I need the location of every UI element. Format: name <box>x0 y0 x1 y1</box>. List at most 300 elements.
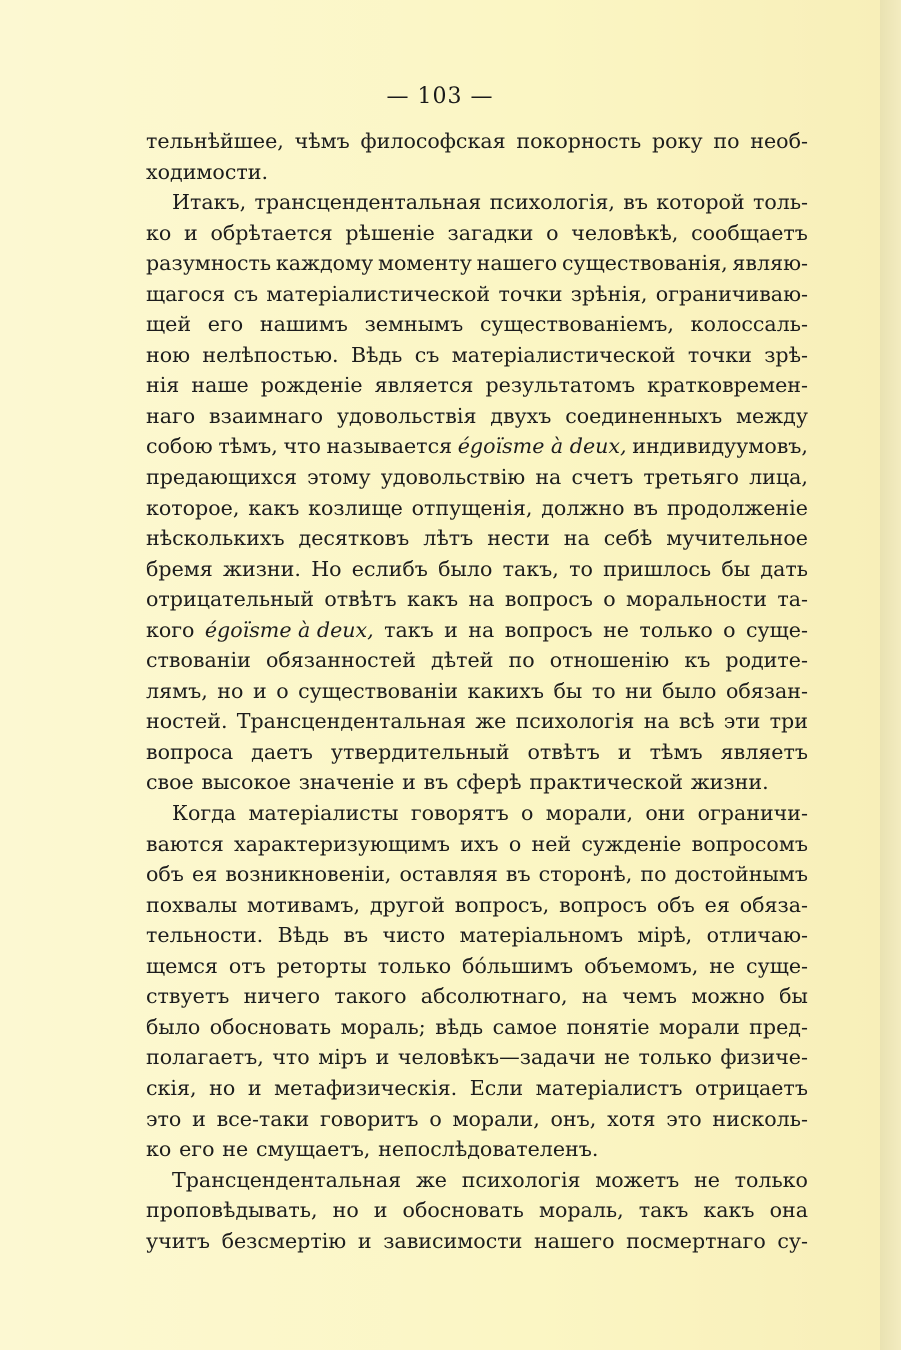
word: лица, <box>749 465 808 490</box>
word: и <box>252 678 267 703</box>
word: но <box>209 1075 236 1100</box>
word: и <box>357 1228 372 1253</box>
word: ней <box>531 831 572 856</box>
word: не <box>604 1045 630 1070</box>
word: эти <box>723 709 761 734</box>
word: каждому <box>275 251 374 276</box>
word: о <box>723 617 736 642</box>
word: ваются <box>146 831 224 856</box>
word: по <box>508 648 535 673</box>
word: результатомъ <box>485 373 636 398</box>
word: объ <box>656 892 695 917</box>
word: то <box>591 678 616 703</box>
word: скія, <box>146 1075 197 1100</box>
word: о <box>276 678 289 703</box>
word: реторты <box>276 953 367 978</box>
word: матеріальномъ <box>459 923 624 948</box>
word: кратковремен- <box>647 373 808 398</box>
text-line <box>146 1226 808 1257</box>
word: Когда <box>172 801 237 826</box>
word: и <box>184 220 198 245</box>
word: Но <box>311 556 342 581</box>
word: покорность <box>516 129 642 153</box>
text-line <box>146 1073 808 1104</box>
word: пришлось <box>603 556 712 581</box>
word: Трансцендентальная <box>172 1167 402 1192</box>
word: дать <box>760 556 808 581</box>
word: и <box>373 1198 388 1223</box>
word: въ <box>343 923 369 948</box>
text-line <box>146 981 808 1012</box>
word: лѣтъ <box>423 526 474 551</box>
page-edge <box>880 0 901 1350</box>
word: сужденіе <box>581 831 682 856</box>
word: себѣ <box>603 526 653 551</box>
word: психологія <box>515 709 635 734</box>
text-line <box>146 737 808 768</box>
word: кого <box>146 617 195 642</box>
word: ничего <box>243 984 321 1009</box>
word: такого <box>334 984 407 1009</box>
word: ствуетъ <box>146 984 230 1009</box>
word: мораль; <box>340 1014 426 1039</box>
word: существованіи <box>298 678 458 703</box>
word: вопросъ <box>504 617 593 642</box>
word: точки <box>498 281 563 306</box>
text-line <box>146 248 808 279</box>
word: нашимъ <box>259 312 348 337</box>
word: отвѣтъ <box>324 587 397 612</box>
word: толь- <box>752 190 808 215</box>
word: не <box>222 1137 249 1162</box>
word: отличаю- <box>706 923 808 948</box>
word: нашего <box>476 251 558 276</box>
word: по <box>640 862 667 887</box>
word: объ <box>146 862 184 887</box>
word: вопросъ, <box>454 892 550 917</box>
word: тѣмъ, <box>218 434 278 459</box>
word: только <box>639 617 713 642</box>
text-line <box>146 370 808 401</box>
word: обосновать <box>209 1014 332 1039</box>
word: на <box>535 465 562 490</box>
word: такъ <box>384 617 434 642</box>
page-number: — 103 — <box>386 84 494 109</box>
word: зрѣ- <box>764 342 808 367</box>
word: су- <box>777 1228 808 1253</box>
word: какъ <box>248 495 300 520</box>
word: на <box>581 984 608 1009</box>
word: щей <box>146 312 192 337</box>
word: существованія, <box>561 251 728 276</box>
word: двухъ <box>490 403 552 428</box>
word: утвердительный <box>330 739 510 764</box>
text-line <box>146 431 808 462</box>
word: сообщаетъ <box>691 220 808 245</box>
word: только <box>734 1167 808 1192</box>
word: они <box>645 801 686 826</box>
word: отвѣтъ <box>527 739 600 764</box>
word: морали, <box>452 1106 540 1131</box>
word: обяза- <box>739 892 808 917</box>
word: трансцендентальная <box>254 190 482 215</box>
word: оставляя <box>399 862 498 887</box>
word: матеріалистической <box>266 281 491 306</box>
word: о <box>546 220 559 245</box>
word: самое <box>492 1014 558 1039</box>
word: зависимости <box>383 1228 523 1253</box>
word: Итакъ, <box>172 190 247 215</box>
word: щемся <box>146 953 218 978</box>
word: ходимости. <box>146 159 269 184</box>
word: предающихся <box>146 465 297 490</box>
word: къ <box>684 648 711 673</box>
word: чемъ <box>622 984 678 1009</box>
text-line <box>146 340 808 371</box>
word: абсолютнаго, <box>420 984 568 1009</box>
word: необ- <box>750 129 808 153</box>
word: точки <box>687 342 752 367</box>
text-line <box>146 1165 808 1196</box>
word: его <box>179 1137 215 1162</box>
word: въ <box>423 770 449 795</box>
word: ни <box>625 678 653 703</box>
word: является <box>374 373 474 398</box>
word: морали, <box>545 801 634 826</box>
word: но <box>332 1198 359 1223</box>
word: онъ, <box>550 1106 597 1131</box>
word: продолженіе <box>666 495 808 520</box>
word: щагося <box>146 281 226 306</box>
word: бы <box>779 984 808 1009</box>
word: чисто <box>382 923 446 948</box>
text-line <box>146 1134 808 1165</box>
word: бремя <box>146 556 213 581</box>
word: человѣкѣ, <box>571 220 679 245</box>
word: достойнымъ <box>674 862 808 887</box>
text-line <box>146 1012 808 1043</box>
word: только <box>638 1045 712 1070</box>
word: другой <box>369 892 445 917</box>
word: было <box>146 1014 201 1039</box>
word: морали <box>659 1014 740 1039</box>
word: еслибъ <box>351 556 428 581</box>
word: обосновать <box>402 1198 524 1223</box>
text-line <box>146 493 808 524</box>
text-line <box>146 462 808 493</box>
text-line <box>146 401 808 432</box>
word: характеризующимъ <box>233 831 450 856</box>
word: нелѣпостью. <box>202 342 339 367</box>
word: обрѣтается <box>210 220 333 245</box>
word: понятіе <box>566 1014 650 1039</box>
word: на <box>563 526 590 551</box>
word: по <box>713 129 740 153</box>
word: это <box>666 1106 702 1131</box>
word: это <box>146 1106 182 1131</box>
word: зрѣнія, <box>570 281 648 306</box>
word: которой <box>656 190 745 215</box>
word: возникновеніи, <box>225 862 392 887</box>
word: и <box>402 770 416 795</box>
word: полагаетъ, <box>146 1045 264 1070</box>
word: хотя <box>607 1106 656 1131</box>
word: матеріалистъ <box>535 1075 683 1100</box>
word: о <box>521 801 534 826</box>
text-line <box>146 523 808 554</box>
word: не <box>693 1167 720 1192</box>
word: безсмертію <box>221 1228 347 1253</box>
word: все-таки <box>216 1106 310 1131</box>
word: такъ, <box>502 556 559 581</box>
word: на <box>468 617 495 642</box>
word: счетъ <box>571 465 634 490</box>
word: говоритъ <box>319 1106 419 1131</box>
word: сторонѣ, <box>538 862 633 887</box>
word: ограничи- <box>697 801 808 826</box>
word: о <box>429 1106 442 1131</box>
word: было <box>438 556 493 581</box>
word: вопросъ <box>559 892 647 917</box>
word: удовольствія <box>336 403 477 428</box>
word: мірѣ, <box>637 923 693 948</box>
word: вопроса <box>146 739 234 764</box>
word: лямъ, <box>146 678 208 703</box>
word: нисколь- <box>712 1106 808 1131</box>
text-line <box>146 279 808 310</box>
word: то <box>569 556 593 581</box>
word: психологія, <box>489 190 615 215</box>
word: на <box>643 709 670 734</box>
word: отпущенія, <box>411 495 533 520</box>
text-line <box>146 890 808 921</box>
word: ностей. <box>146 709 228 734</box>
word: нести <box>487 526 550 551</box>
word: вопросъ <box>504 587 593 612</box>
word: въ <box>623 190 648 215</box>
text-line <box>146 951 808 982</box>
word: Вѣдь <box>277 923 330 948</box>
text-line <box>146 676 808 707</box>
text-line <box>146 645 808 676</box>
body-text <box>146 126 808 1256</box>
word: физиче- <box>720 1045 808 1070</box>
word: десятковъ <box>298 526 410 551</box>
word: ихъ <box>460 831 499 856</box>
text-line <box>146 554 808 585</box>
word: должно <box>541 495 625 520</box>
word: сферѣ <box>456 770 522 795</box>
word: метафизическія. <box>274 1075 458 1100</box>
word: обязан- <box>725 678 808 703</box>
word: суще- <box>745 617 808 642</box>
word: тѣмъ <box>649 739 703 764</box>
word: Вѣдь <box>350 342 403 367</box>
text-line <box>146 767 808 798</box>
word: высокое <box>201 770 291 795</box>
text-line <box>146 126 808 157</box>
word: практической <box>529 770 683 795</box>
word: загадки <box>447 220 534 245</box>
word: ограничиваю- <box>655 281 808 306</box>
word: похвалы <box>146 892 238 917</box>
word: смущаетъ, <box>256 1137 371 1162</box>
word: нашего <box>533 1228 615 1253</box>
word: ко <box>146 220 172 245</box>
word: бо́льшимъ <box>462 953 574 978</box>
word: съ <box>233 281 259 306</box>
word: та- <box>777 587 808 612</box>
word: року <box>652 129 703 153</box>
word: и <box>247 1075 262 1100</box>
word: съ <box>414 342 440 367</box>
word: суще- <box>746 953 808 978</box>
word: и <box>375 1045 390 1070</box>
word: значеніе <box>298 770 395 795</box>
word: обязанностей <box>265 648 416 673</box>
word: философская <box>360 129 506 153</box>
word: ко <box>146 1137 172 1162</box>
paragraph <box>146 798 808 1165</box>
word: égoïsme à deux, <box>457 434 627 459</box>
word: всѣ <box>678 709 715 734</box>
word: не <box>709 953 736 978</box>
text-line <box>146 798 808 829</box>
word: и <box>617 739 632 764</box>
word: чѣмъ <box>294 129 350 153</box>
word: рѣшеніе <box>345 220 435 245</box>
word: непослѣдователенъ. <box>378 1137 599 1162</box>
word: Трансцендентальная <box>236 709 466 734</box>
word: мотивамъ, <box>246 892 361 917</box>
word: моральности <box>626 587 767 612</box>
word: и <box>444 617 458 642</box>
word: жизни. <box>223 556 301 581</box>
word: наше <box>191 373 249 398</box>
text-line <box>146 584 808 615</box>
word: вопросомъ <box>691 831 808 856</box>
word: не <box>603 617 629 642</box>
word: можетъ <box>595 1167 680 1192</box>
word: только <box>377 953 452 978</box>
text-line <box>146 1104 808 1135</box>
word: ея <box>192 862 218 887</box>
paragraph <box>146 126 808 187</box>
word: матеріалистической <box>451 342 676 367</box>
text-line <box>146 829 808 860</box>
word: отрицательный <box>146 587 314 612</box>
word: наго <box>146 403 196 428</box>
word: же <box>475 709 507 734</box>
word: отношенію <box>549 648 670 673</box>
word: проповѣдывать, <box>146 1198 318 1223</box>
word: же <box>415 1167 447 1192</box>
paragraph <box>146 1165 808 1257</box>
word: что <box>272 1045 310 1070</box>
word: тельности. <box>146 923 264 948</box>
word: какъ <box>703 1198 755 1223</box>
word: даетъ <box>251 739 313 764</box>
word: земнымъ <box>364 312 464 337</box>
word: человѣкъ—задачи <box>397 1045 596 1070</box>
word: нѣсколькихъ <box>146 526 285 551</box>
word: какихъ <box>467 678 544 703</box>
text-line <box>146 615 808 646</box>
word: учитъ <box>146 1228 210 1253</box>
word: посмертнаго <box>626 1228 766 1253</box>
word: какъ <box>407 587 459 612</box>
word: ея <box>704 892 730 917</box>
text-line <box>146 920 808 951</box>
text-line <box>146 309 808 340</box>
word: мораль, <box>538 1198 624 1223</box>
word: бы <box>553 678 583 703</box>
word: называется <box>326 434 453 459</box>
text-line <box>146 187 808 218</box>
word: ствованіи <box>146 648 251 673</box>
text-line <box>146 859 808 890</box>
word: отрицаетъ <box>695 1075 808 1100</box>
word: родите- <box>725 648 808 673</box>
word: удовольствію <box>380 465 526 490</box>
word: психологія <box>461 1167 581 1192</box>
word: въ <box>633 495 658 520</box>
word: и <box>192 1106 206 1131</box>
word: собою <box>146 434 213 459</box>
word: его <box>207 312 244 337</box>
word: тельнѣйшее, <box>146 129 284 153</box>
word: существованіемъ, <box>479 312 674 337</box>
word: третьяго <box>643 465 739 490</box>
word: міръ <box>318 1045 368 1070</box>
word: она <box>769 1198 808 1223</box>
word: было <box>662 678 717 703</box>
text-line <box>146 1195 808 1226</box>
word: козлище <box>308 495 403 520</box>
word: моменту <box>378 251 472 276</box>
word: матеріалисты <box>248 801 399 826</box>
word: колоссаль- <box>690 312 808 337</box>
word: пред- <box>749 1014 808 1039</box>
word: соединенныхъ <box>565 403 723 428</box>
word: о <box>508 831 522 856</box>
word: вѣдь <box>435 1014 484 1039</box>
word: но <box>217 678 244 703</box>
word: свое <box>146 770 194 795</box>
word: мучительное <box>666 526 808 551</box>
word: égoïsme à deux, <box>204 617 374 642</box>
word: такъ <box>638 1198 689 1223</box>
word: нія <box>146 373 180 398</box>
word: разумность <box>146 251 272 276</box>
word: являетъ <box>720 739 808 764</box>
word: что <box>283 434 321 459</box>
word: между <box>736 403 808 428</box>
word: являю- <box>732 251 808 276</box>
word: три <box>769 709 808 734</box>
word: бы <box>721 556 751 581</box>
text-line <box>146 706 808 737</box>
paragraph <box>146 187 808 798</box>
word: рожденіе <box>260 373 363 398</box>
word: въ <box>505 862 531 887</box>
word: на <box>468 587 495 612</box>
word: говорятъ <box>410 801 509 826</box>
word: дѣтей <box>431 648 494 673</box>
word: ною <box>146 342 191 367</box>
word: которое, <box>146 495 240 520</box>
word: Если <box>469 1075 524 1100</box>
